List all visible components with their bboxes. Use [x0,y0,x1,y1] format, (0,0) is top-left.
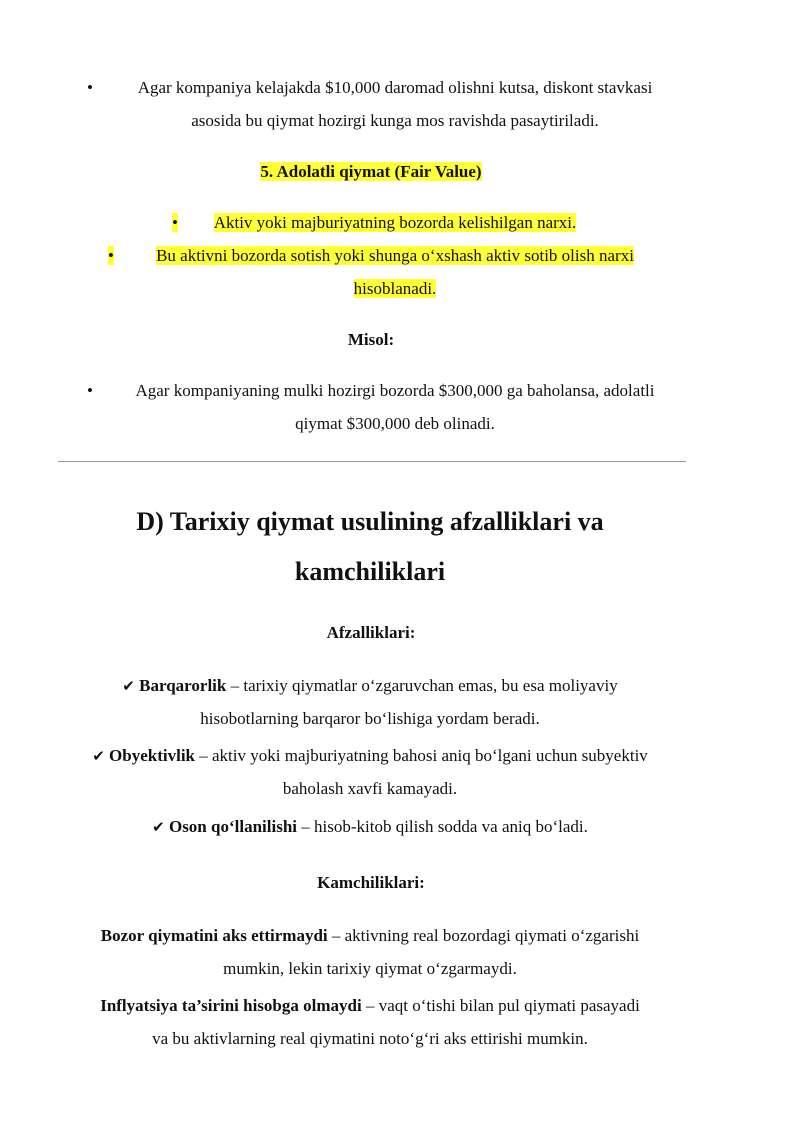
section-title: kamchiliklari [294,557,446,586]
paragraph-line: Agar kompaniyaning mulki hozirgi bozorda $300,000 ga baholansa, adolatli [135,381,655,400]
bullet-mark: • [108,246,114,265]
paragraph-line: Bu aktivni bozorda sotish yoki shunga o‘xshash aktiv sotib olish narxi [156,246,634,265]
paragraph-line: hisobotlarning barqaror bo‘lishiga yordam beradi. [200,709,540,728]
paragraph-line: hisoblanadi. [353,279,437,298]
paragraph-line: va bu aktivlarning real qiymatini noto‘g‘ri aks ettirishi mumkin. [152,1029,588,1048]
advantage-item: ✔ Obyektivlik – aktiv yoki majburiyatning bahosi aniq bo‘lgani uchun subyektiv [92,746,648,765]
bullet-mark: • [87,381,93,400]
section-heading [0,155,742,188]
disadvantage-item: Bozor qiymatini aks ettirmaydi – aktivning real bozordagi qiymati o‘zgarishi [100,926,640,945]
check-icon: ✔ [152,818,165,836]
paragraph-line: baholash xavfi kamayadi. [282,779,458,798]
check-icon: ✔ [122,677,135,695]
advantage-item: ✔ Oson qo‘llanilishi – hisob-kitob qilish sodda va aniq bo‘ladi. [152,817,588,836]
paragraph-line: mumkin, lekin tarixiy qiymat o‘zgarmaydi. [223,959,517,978]
paragraph-line: Aktiv yoki majburiyatning bozorda kelishilgan narxi. [213,213,577,232]
check-icon: ✔ [92,747,105,765]
paragraph-line: asosida bu qiymat hozirgi kunga mos ravishda pasaytiriladi. [191,111,599,130]
disadvantages-heading: Kamchiliklari: [317,873,425,892]
section-title: D) Tarixiy qiymat usulining afzalliklari va [136,507,604,536]
fair-value-heading: 5. Adolatli qiymat (Fair Value) [260,162,482,181]
bullet-mark: • [87,78,93,97]
advantage-item: ✔ Barqarorlik – tarixiy qiymatlar o‘zgaruvchan emas, bu esa moliyaviy [122,676,618,695]
advantages-heading: Afzalliklari: [326,623,416,642]
paragraph-line: Agar kompaniya kelajakda $10,000 daromad olishni kutsa, diskont stavkasi [137,78,653,97]
bullet-mark: • [172,213,178,232]
paragraph-line: qiymat $300,000 deb olinadi. [295,414,495,433]
horizontal-divider [58,461,686,462]
example-label: Misol: [347,330,395,349]
disadvantage-item: Inflyatsiya ta’sirini hisobga olmaydi – vaqt o‘tishi bilan pul qiymati pasayadi [100,996,640,1015]
